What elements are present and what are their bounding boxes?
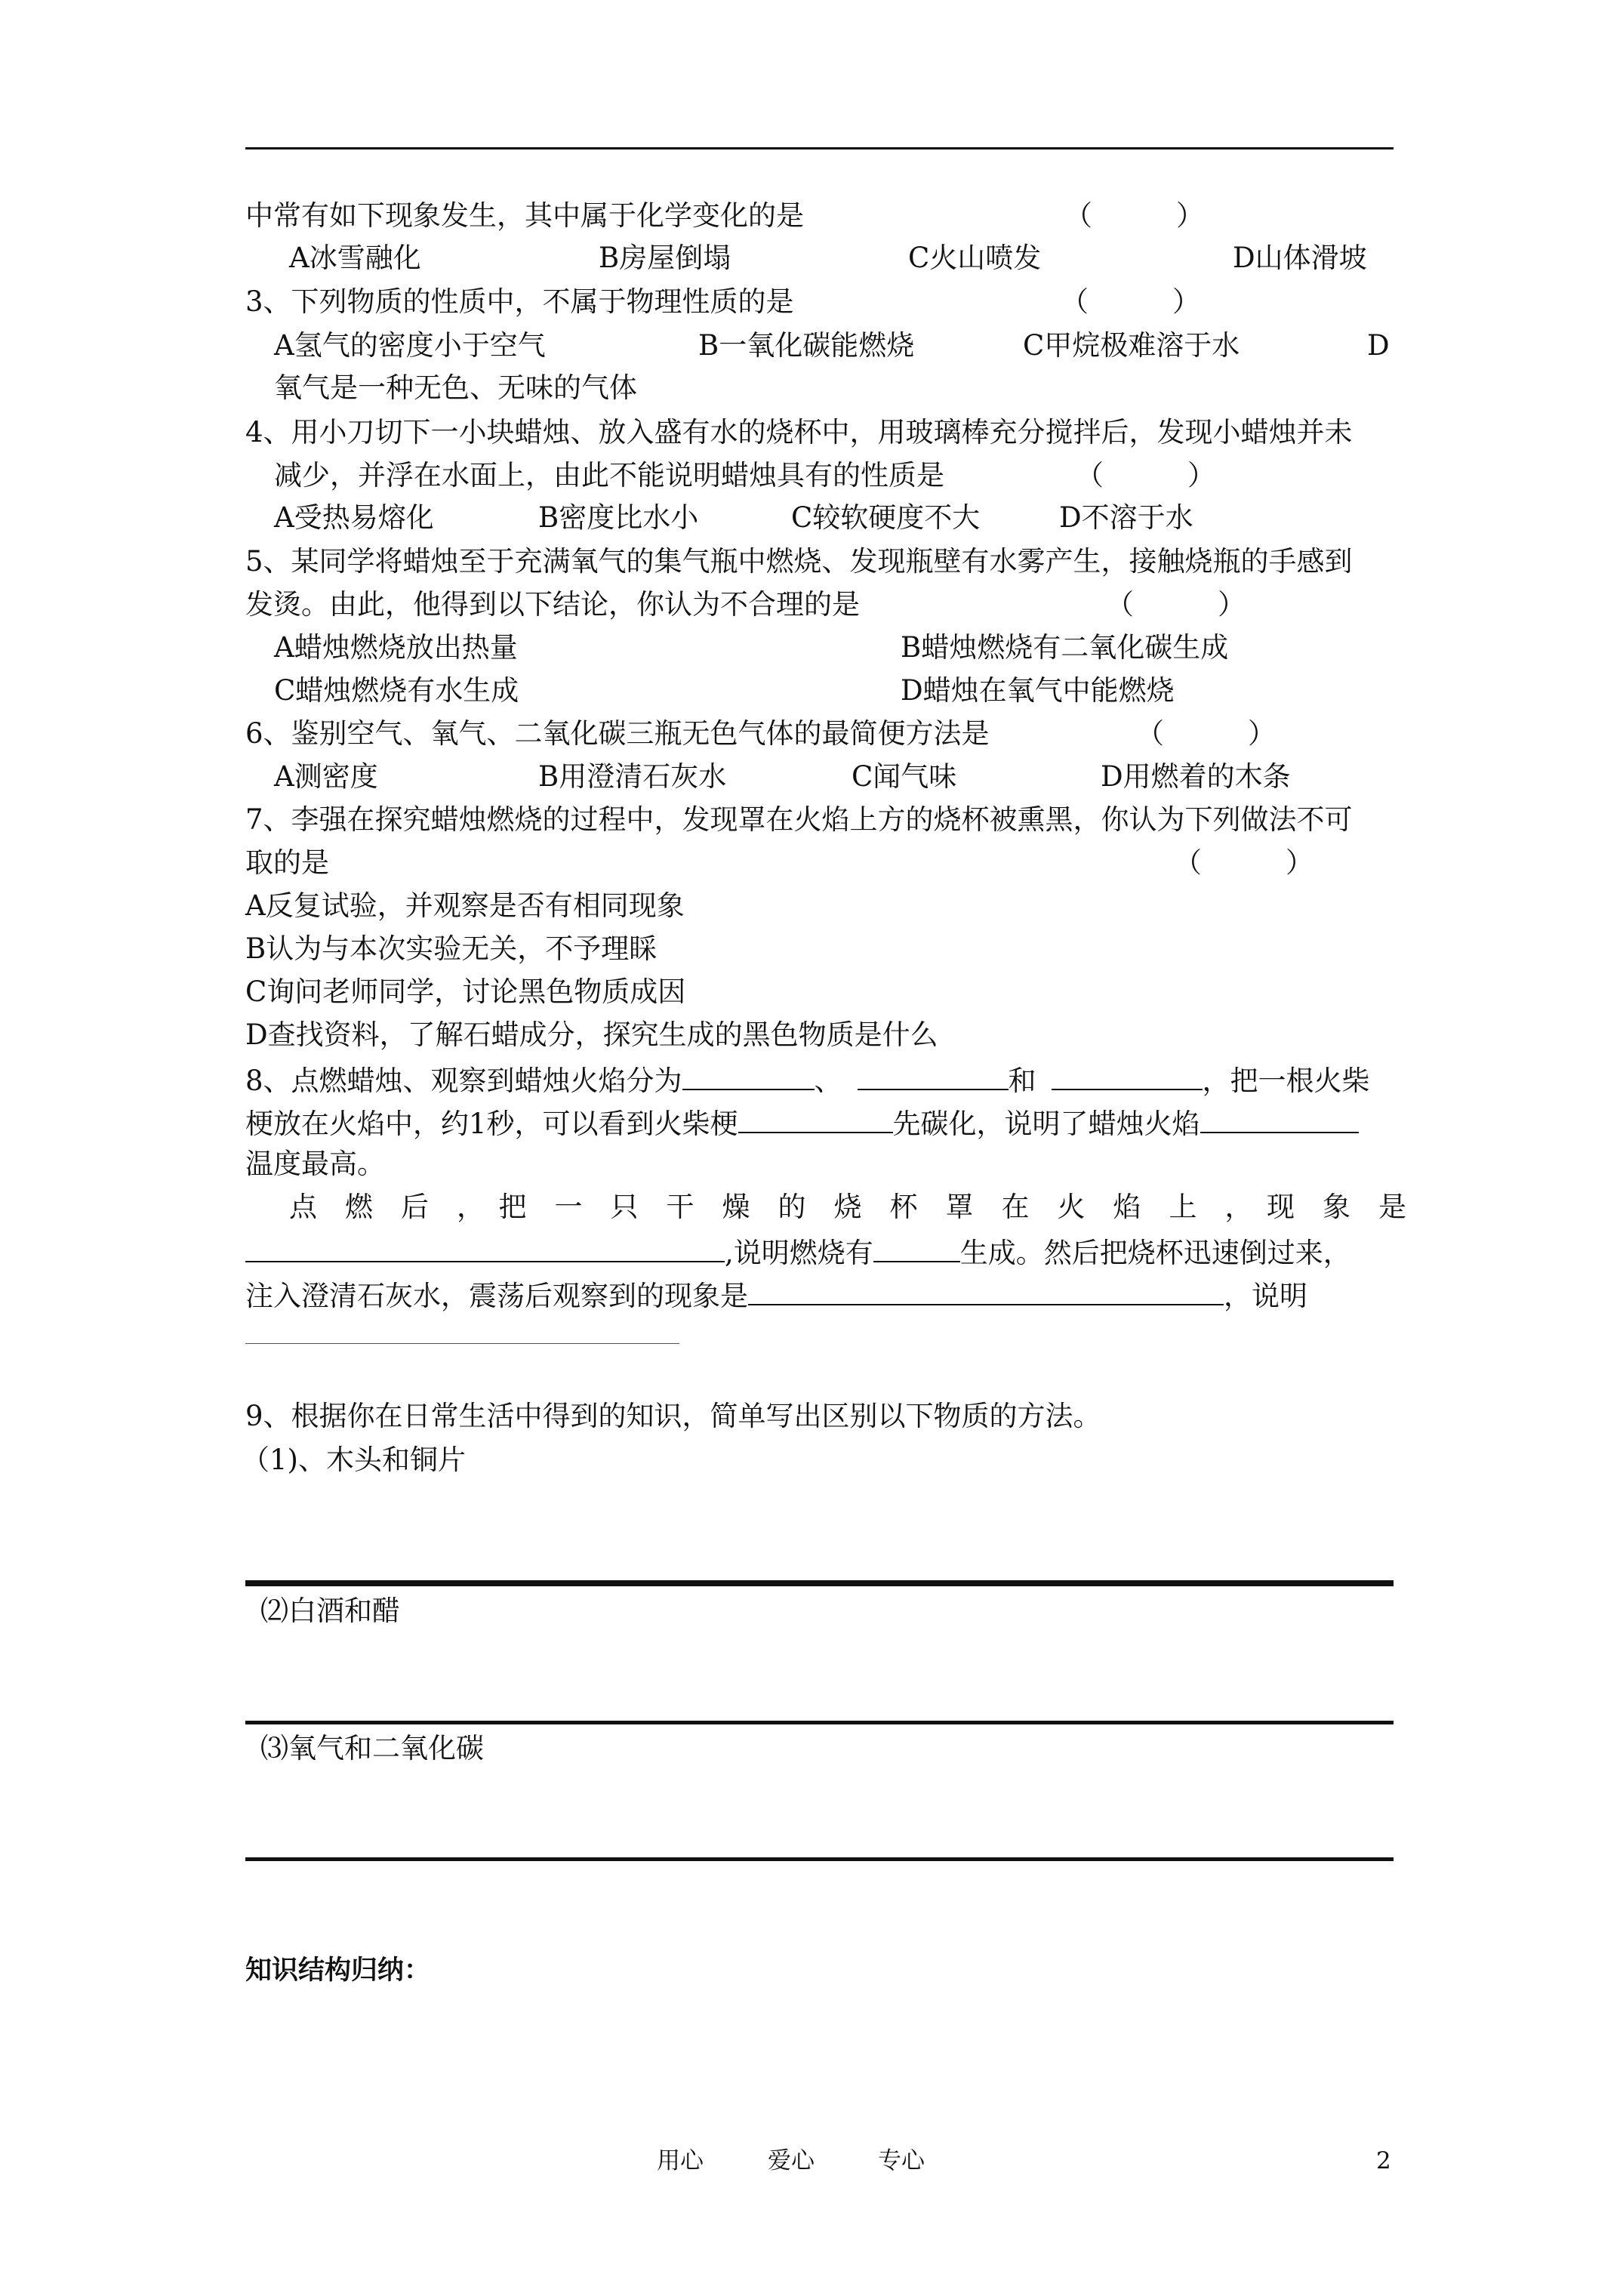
q6-option-b: B用澄清石灰水	[538, 760, 727, 793]
footer-motto-3: 专心	[878, 2147, 925, 2174]
q5-stem-line2: 发烫。由此，他得到以下结论，你认为不合理的是	[245, 588, 860, 621]
q8-line1	[245, 1062, 1370, 1098]
q4-stem-line1: 4、用小刀切下一小块蜡烛、放入盛有水的烧杯中，用玻璃棒充分搅拌后，发现小蜡烛并未	[245, 416, 1353, 448]
q3-option-d-text: 氧气是一种无色、无味的气体	[274, 371, 637, 404]
q5-stem-line1: 5、某同学将蜡烛至于充满氧气的集气瓶中燃烧、发现瓶壁有水雾产生，接触烧瓶的手感到	[245, 545, 1353, 578]
q2-paren: （ ）	[1064, 199, 1204, 232]
summary-heading: 知识结构归纳：	[245, 1955, 431, 1986]
q2-option-c: C火山喷发	[908, 242, 1042, 274]
q8-text: ,说明燃烧有	[725, 1237, 873, 1269]
footer-motto-2: 爱心	[768, 2147, 815, 2174]
q7-option-a: A反复试验，并观察是否有相同现象	[245, 889, 685, 922]
q8-text: 注入澄清石灰水，震荡后观察到的现象是	[245, 1280, 748, 1312]
answer-blank[interactable]	[858, 1062, 1009, 1090]
answer-blank[interactable]	[682, 1062, 815, 1090]
q8-text: 和	[1008, 1065, 1036, 1097]
q5-paren: （ ）	[1106, 588, 1246, 621]
q6-option-c: C闻气味	[852, 760, 957, 793]
q8-text: ，把一根火柴	[1202, 1065, 1370, 1097]
answer-blank[interactable]	[245, 1316, 679, 1344]
answer-blank[interactable]	[873, 1234, 960, 1262]
q5-option-a: A蜡烛燃烧放出热量	[274, 631, 518, 664]
q8-text: 、	[814, 1065, 842, 1097]
q4-option-c: C较软硬度不大	[791, 501, 981, 534]
q5-option-d: D蜡烛在氧气中能燃烧	[901, 674, 1175, 707]
q8-text: 生成。然后把烧杯迅速倒过来，	[959, 1237, 1351, 1269]
q8-text: 梗放在火焰中，约1秒，可以看到火柴梗	[245, 1108, 738, 1140]
q2-stem: 中常有如下现象发生，其中属于化学变化的是	[245, 199, 804, 232]
q3-option-d: D	[1367, 329, 1390, 362]
q7-stem-line1: 7、李强在探究蜡烛燃烧的过程中，发现罩在火焰上方的烧杯被熏黑，你认为下列做法不可	[245, 803, 1353, 836]
answer-blank[interactable]	[748, 1277, 1224, 1305]
q4-option-d: D不溶于水	[1059, 501, 1193, 534]
q6-stem: 6、鉴别空气、氧气、二氧化碳三瓶无色气体的最简便方法是	[245, 717, 990, 750]
q4-option-a: A受热易熔化	[274, 501, 434, 534]
q2-option-b: B房屋倒塌	[599, 242, 731, 274]
q5-option-b: B蜡烛燃烧有二氧化碳生成	[901, 631, 1229, 664]
q8-line4: 点 燃 后 ， 把 一 只 干 燥 的 烧 杯 罩 在 火 焰 上 ， 现 象 是	[289, 1191, 1406, 1223]
q9-item-2: ⑵白酒和醋	[260, 1595, 400, 1627]
q5-option-c: C蜡烛燃烧有水生成	[274, 674, 519, 707]
q6-option-a: A测密度	[274, 760, 378, 793]
header-rule	[245, 147, 1394, 149]
q7-option-c: C询问老师同学，讨论黑色物质成因	[245, 975, 686, 1008]
q8-text: ，说明	[1224, 1280, 1307, 1312]
answer-blank[interactable]	[245, 1234, 725, 1262]
q6-paren: （ ）	[1136, 717, 1276, 750]
q8-line5	[245, 1234, 1351, 1270]
q3-stem: 3、下列物质的性质中，不属于物理性质的是	[245, 285, 794, 318]
q8-line2	[245, 1105, 1359, 1141]
q2-option-d: D山体滑坡	[1233, 242, 1367, 274]
q8-text: 8、点燃蜡烛、观察到蜡烛火焰分为	[245, 1065, 682, 1097]
q8-line6	[245, 1277, 1307, 1313]
answer-blank[interactable]	[1200, 1105, 1359, 1133]
q4-stem-line2: 减少，并浮在水面上，由此不能说明蜡烛具有的性质是	[274, 459, 944, 492]
q3-option-b: B一氧化碳能燃烧	[698, 329, 915, 362]
q3-paren: （ ）	[1061, 285, 1200, 318]
q9-stem: 9、根据你在日常生活中得到的知识，简单写出区别以下物质的方法。	[245, 1400, 1101, 1432]
q7-option-b: B认为与本次实验无关，不予理睬	[245, 932, 658, 965]
q8-text: 先碳化，说明了蜡烛火焰	[892, 1108, 1200, 1140]
q2-option-a: A冰雪融化	[289, 242, 421, 274]
answer-line-3[interactable]	[245, 1857, 1394, 1861]
footer-motto-1: 用心	[657, 2147, 704, 2174]
q4-option-b: B密度比水小	[538, 501, 699, 534]
q3-option-a: A氢气的密度小于空气	[274, 329, 546, 362]
q7-stem-line2: 取的是	[245, 846, 329, 879]
q7-paren: （ ）	[1174, 846, 1313, 879]
q9-item-1: （1)、木头和铜片	[242, 1444, 466, 1476]
answer-blank[interactable]	[738, 1105, 893, 1133]
answer-blank[interactable]	[1052, 1062, 1203, 1090]
page-number: 2	[1376, 2147, 1391, 2174]
answer-line-2[interactable]	[245, 1721, 1394, 1724]
answer-line-1[interactable]	[245, 1580, 1394, 1586]
q9-item-3: ⑶氧气和二氧化碳	[260, 1732, 484, 1764]
q4-paren: （ ）	[1076, 459, 1215, 492]
q6-option-d: D用燃着的木条	[1101, 760, 1291, 793]
q7-option-d: D查找资料，了解石蜡成分，探究生成的黑色物质是什么	[245, 1019, 938, 1051]
q3-option-c: C甲烷极难溶于水	[1023, 329, 1240, 362]
q8-line3: 温度最高。	[245, 1148, 385, 1180]
